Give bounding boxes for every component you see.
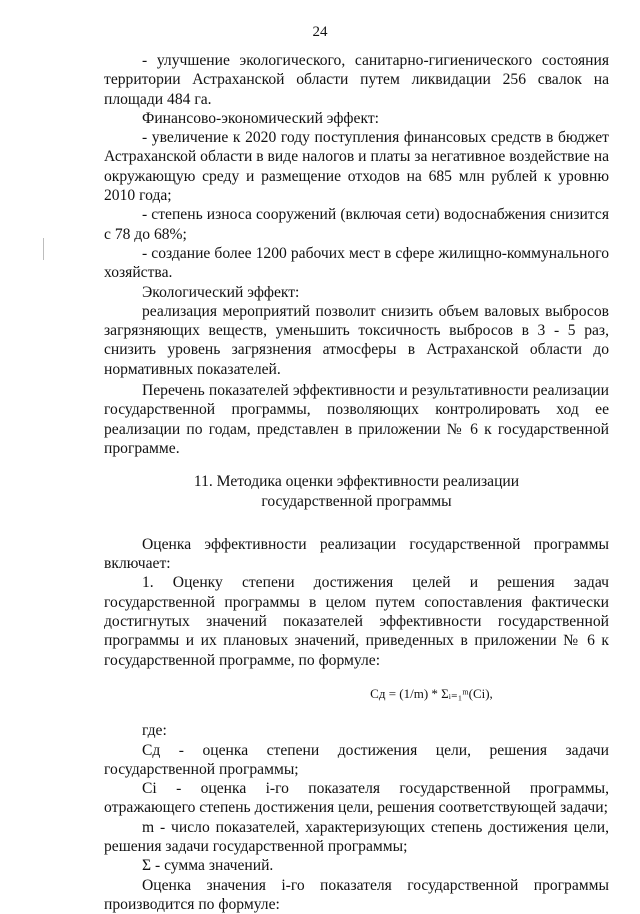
paragraph-sum-definition: Σ - сумма значений.	[142, 857, 274, 875]
page-number: 24	[312, 24, 328, 40]
section-heading	[104, 472, 609, 511]
paragraph-sd-definition: Сд - оценка степени достижения цели, решения задачи государственной программы;	[104, 741, 609, 778]
section-heading-line2: государственной программы	[261, 492, 452, 510]
paragraph-ecology-improvement: - улучшение экологического, санитарно-гигиенического состояния территории Астраханской области путем ликвидации 256 свалок на площади 484 га.	[104, 52, 609, 108]
scan-artifact	[43, 238, 44, 260]
paragraph-financial-heading: Финансово-экономический эффект:	[142, 109, 379, 127]
formula-sd: Сд = (1/m) * Σᵢ₌₁ᵐ(Ci),	[370, 685, 493, 701]
paragraph-budget-increase: - увеличение к 2020 году поступления финансовых средств в бюджет Астраханской области в виде налогов и платы за негативное воздействие на окружающую среду и размещение отходов на 685 млн рублей к уровню 2010 года;	[104, 129, 609, 205]
document-body	[104, 51, 609, 914]
paragraph-ecological-heading: Экологический эффект:	[142, 283, 300, 301]
paragraph-ci-definition: Ci - оценка i-го показателя государственной программы, отражающего степень достижения цели, решения соответствующей задачи;	[104, 780, 609, 817]
paragraph-evaluation-includes: Оценка эффективности реализации государственной программы включает:	[104, 535, 609, 573]
section-heading-line1: 11. Методика оценки эффективности реализации	[193, 473, 520, 491]
paragraph-where: где:	[142, 722, 167, 740]
paragraph-m-definition: m - число показателей, характеризующих степень достижения цели, решения задачи государственной программы;	[104, 818, 609, 855]
paragraph-indicators-list: Перечень показателей эффективности и результативности реализации государственной программы, позволяющих контролировать ход ее реализации по годам, представлен в приложении № 6 к государственной программе.	[104, 382, 609, 457]
paragraph-jobs: - создание более 1200 рабочих мест в сфере жилищно-коммунального хозяйства.	[104, 244, 609, 282]
paragraph-indicator-value: Оценка значения i-го показателя государственной программы производится по формуле:	[104, 876, 609, 913]
paragraph-goal-achievement: 1. Оценку степени достижения целей и решения задач государственной программы в целом путем сопоставления фактически достигнутых значений показателей эффективности государственной программы и их плановых значений, приведенных в приложении № 6 к государственной программе, по формуле:	[104, 574, 609, 669]
paragraph-water-wear: - степень износа сооружений (включая сети) водоснабжения снизится с 78 до 68%;	[104, 206, 609, 243]
paragraph-emissions: реализация мероприятий позволит снизить объем валовых выбросов загрязняющих веществ, уменьшить токсичность выбросов в 3 - 5 раз, снизить уровень загрязнения атмосферы в Астраханской области до нормативных показателей.	[104, 302, 609, 378]
